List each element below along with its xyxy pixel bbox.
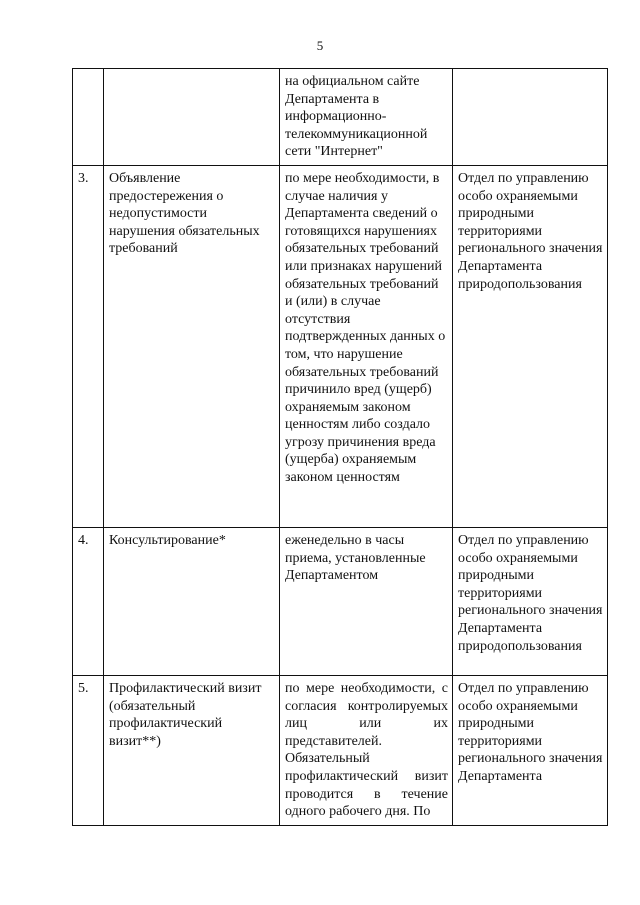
responsible-cell: Отдел по управлению особо охраняемыми природными территориями регионального значения Департамента природопользования [453, 527, 608, 675]
frequency-cell: на официальном сайте Департамента в информационно-телекоммуникационной сети "Интернет" [280, 69, 453, 166]
measure-name-cell: Объявление предостережения о недопустимости нарушения обязательных требований [104, 165, 280, 527]
frequency-cell: по мере необходимости, с согласия контролируемых лиц или их представителей. Обязательный профилактический визит проводится в течение одного рабочего дня. По [280, 675, 453, 825]
row-number-cell: 4. [73, 527, 104, 675]
responsible-cell [453, 69, 608, 166]
frequency-cell: по мере необходимости, в случае наличия у Департамента сведений о готовящихся нарушениях обязательных требований или признаках нарушений обязательных требований и (или) в случае отсутствия подтвержденных данных о том, что нарушение обязательных требований причинило вред (ущерб) охраняемым законом ценностям либо создало угрозу причинения вреда (ущерба) охраняемым законом ценностям [280, 165, 453, 527]
measure-name-cell: Профилактический визит (обязательный профилактический визит**) [104, 675, 280, 825]
table-row [73, 527, 608, 675]
frequency-cell: еженедельно в часы приема, установленные Департаментом [280, 527, 453, 675]
responsible-cell: Отдел по управлению особо охраняемыми природными территориями регионального значения Департамента природопользования [453, 165, 608, 527]
table-row [73, 165, 608, 527]
measure-name-cell: Консультирование* [104, 527, 280, 675]
responsible-cell: Отдел по управлению особо охраняемыми природными территориями регионального значения Департамента [453, 675, 608, 825]
row-number-cell [73, 69, 104, 166]
row-number-cell: 3. [73, 165, 104, 527]
row-number-cell: 5. [73, 675, 104, 825]
measures-table [72, 68, 608, 826]
table-row [73, 675, 608, 825]
table-row [73, 69, 608, 166]
measure-name-cell [104, 69, 280, 166]
page-number: 5 [316, 38, 324, 53]
